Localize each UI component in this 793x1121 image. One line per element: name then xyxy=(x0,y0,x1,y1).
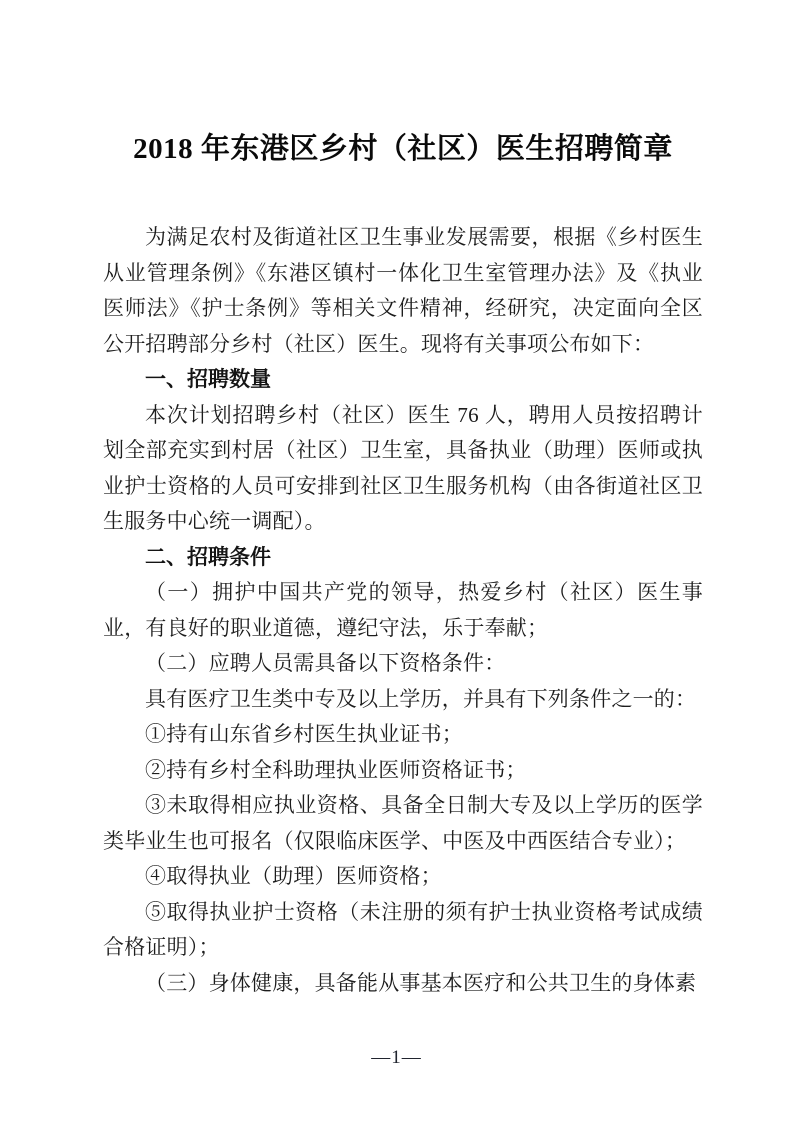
qualification-item-1: ①持有山东省乡村医生执业证书； xyxy=(145,722,463,746)
document-title: 2018 年东港区乡村（社区）医生招聘简章 xyxy=(133,133,673,165)
recruitment-quantity-paragraph: 本次计划招聘乡村（社区）医生 76 人，聘用人员按招聘计划全部充实到村居（社区）卫生室，具备执业（助理）医师或执业护士资格的人员可安排到社区卫生服务机构（由各街道社区卫生服务中心统一调配）。 xyxy=(103,402,703,533)
qualification-item-4: ④取得执业（助理）医师资格； xyxy=(145,864,442,888)
document-content xyxy=(103,0,703,1001)
intro-paragraph: 为满足农村及街道社区卫生事业发展需要，根据《乡村医生从业管理条例》《东港区镇村一体化卫生室管理办法》及《执业医师法》《护士条例》等相关文件精神，经研究，决定面向全区公开招聘部分乡村（社区）医生。现将有关事项公布如下： xyxy=(103,225,703,356)
qualification-intro-paragraph: 具有医疗卫生类中专及以上学历，并具有下列条件之一的： xyxy=(145,686,697,711)
qualification-item-3: ③未取得相应执业资格、具备全日制大专及以上学历的医学类毕业生也可报名（仅限临床医学、中医及中西医结合专业）； xyxy=(103,793,703,853)
page-number: —1— xyxy=(371,1047,422,1068)
section-heading-recruitment-quantity: 一、招聘数量 xyxy=(145,368,271,391)
condition-2-paragraph: （二）应聘人员需具备以下资格条件： xyxy=(145,651,506,675)
condition-3-paragraph: （三）身体健康，具备能从事基本医疗和公共卫生的身体素 xyxy=(145,970,697,995)
section-heading-recruitment-conditions: 二、招聘条件 xyxy=(145,545,271,569)
qualification-item-5: ⑤取得执业护士资格（未注册的须有护士执业资格考试成绩合格证明）； xyxy=(103,899,703,959)
qualification-item-2: ②持有乡村全科助理执业医师资格证书； xyxy=(145,757,527,782)
condition-1-paragraph: （一）拥护中国共产党的领导，热爱乡村（社区）医生事业，有良好的职业道德，遵纪守法，乐于奉献； xyxy=(103,580,703,640)
